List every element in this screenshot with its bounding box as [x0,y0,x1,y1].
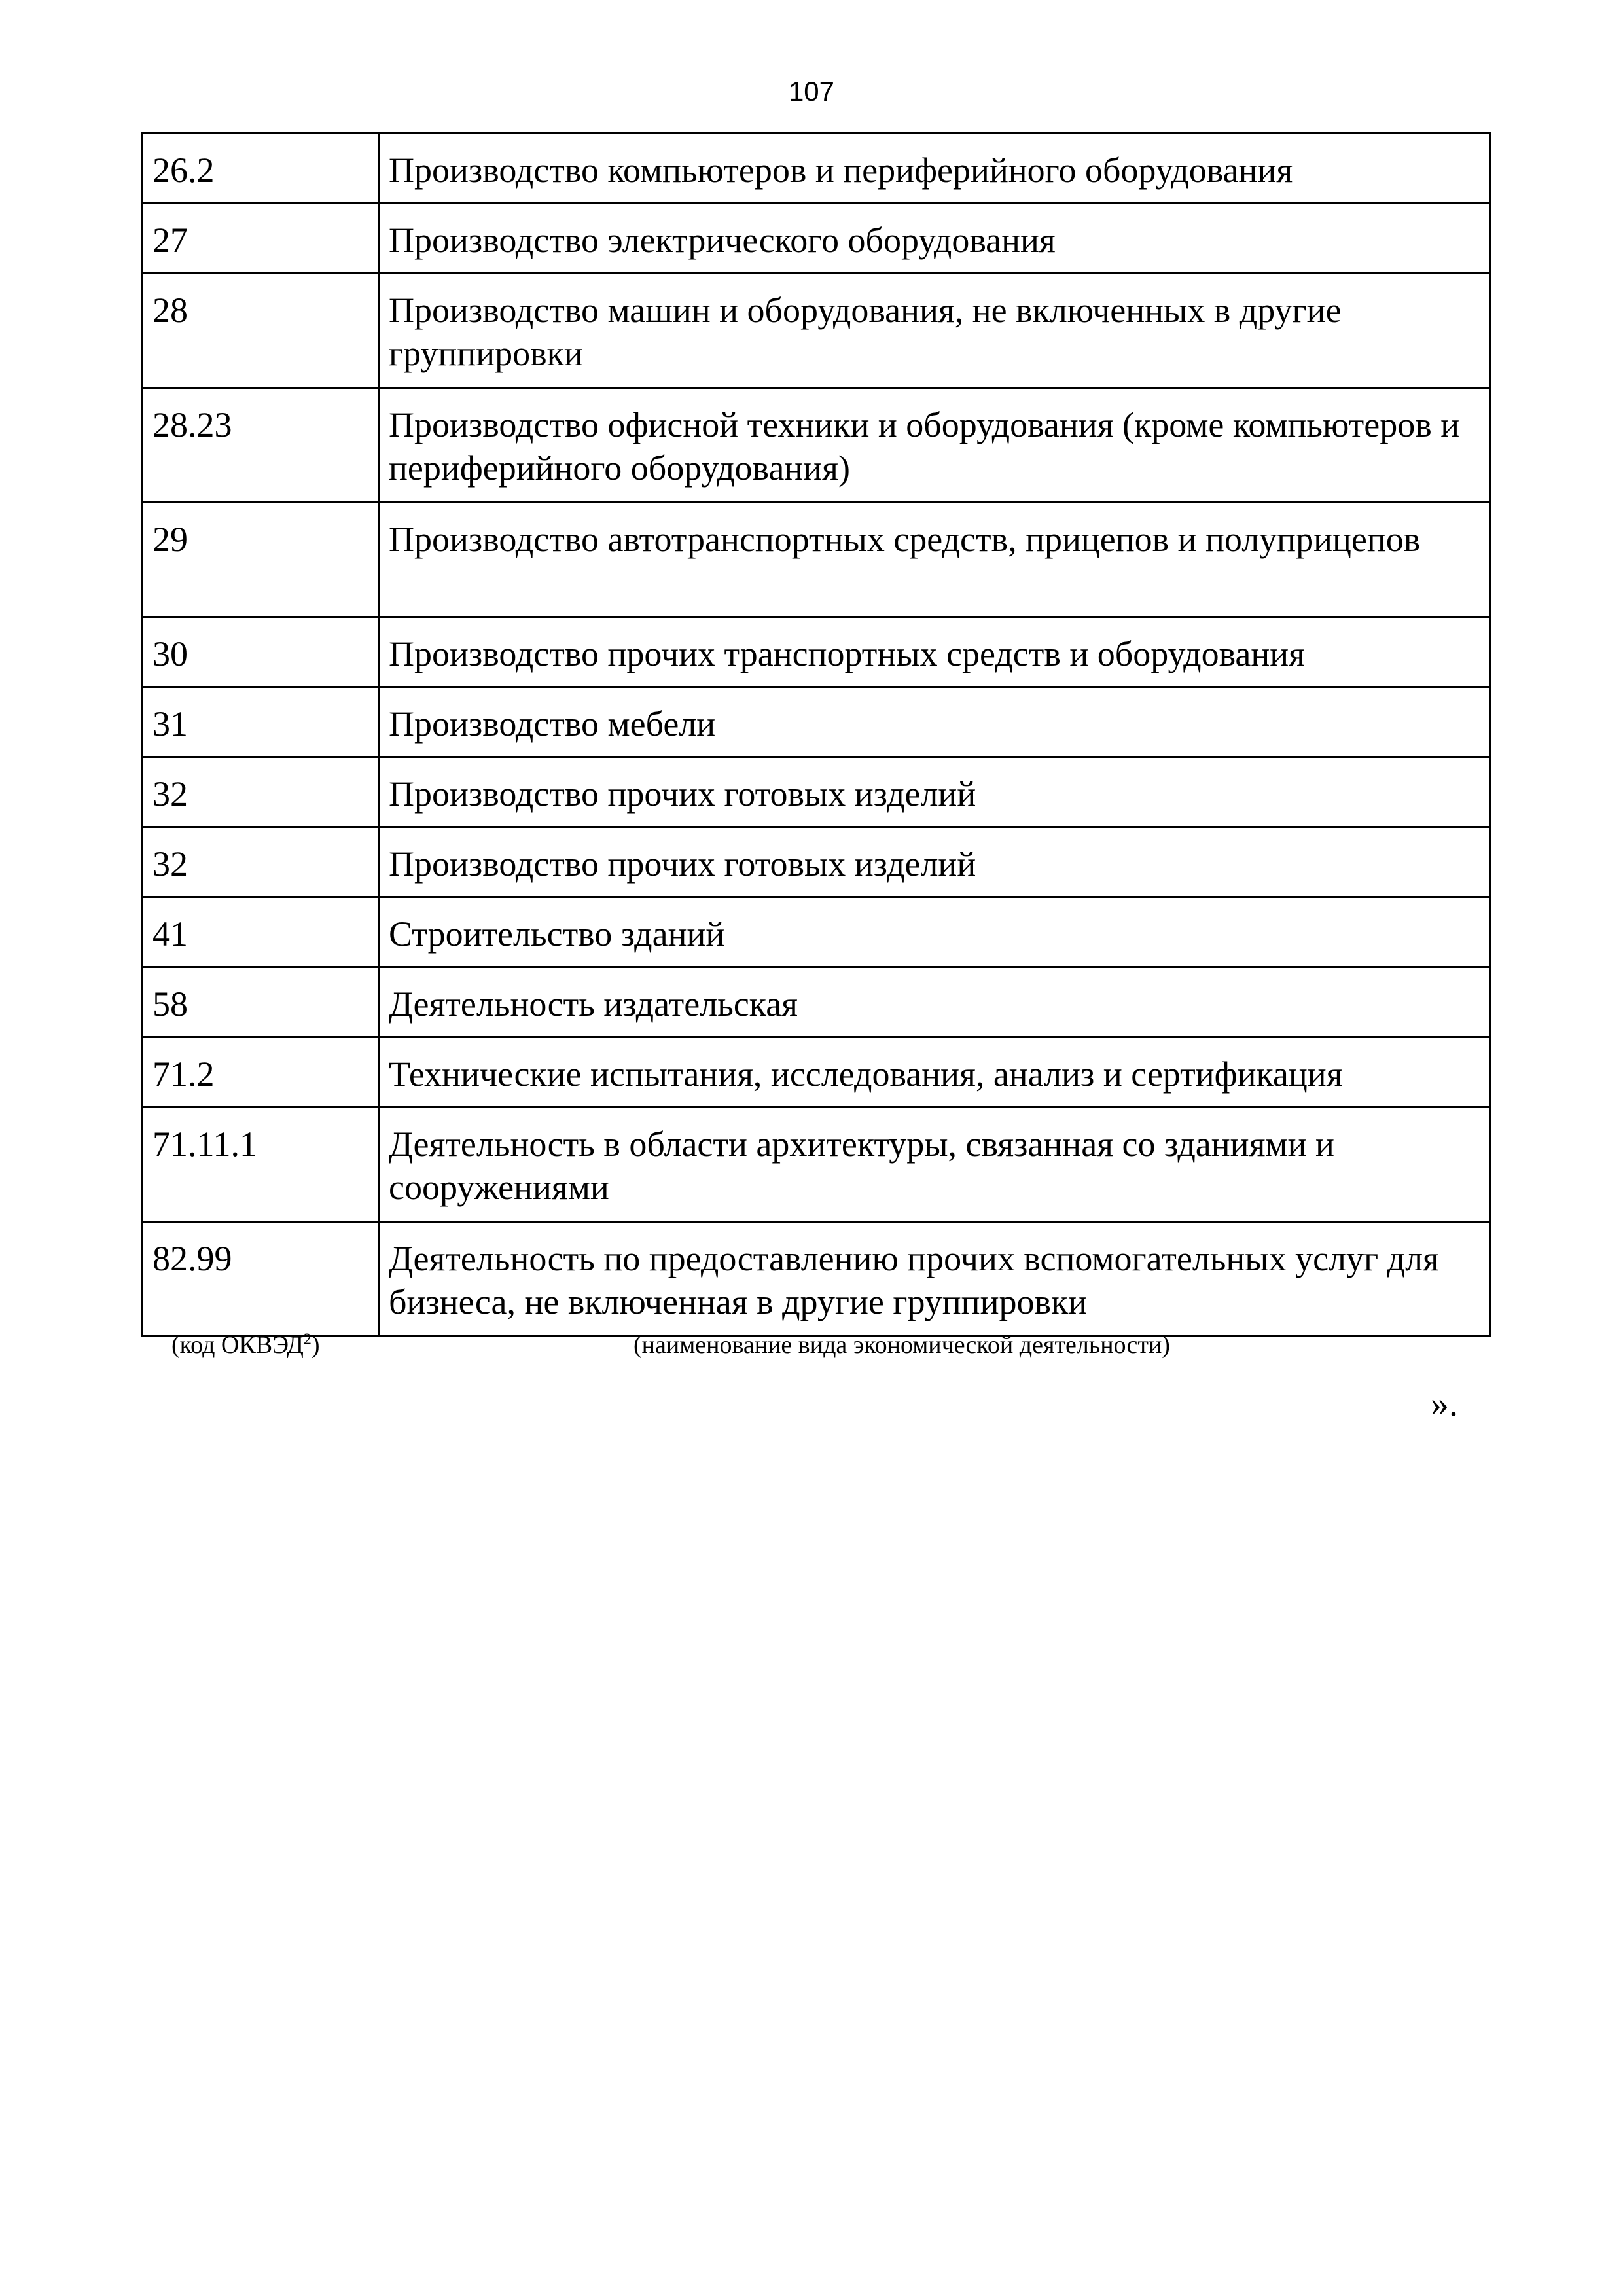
activity-name-cell: Производство машин и оборудования, не включенных в другие группировки [379,274,1490,388]
okved-code-cell: 31 [143,687,379,757]
table-row [143,274,1490,388]
activity-name-cell: Технические испытания, исследования, анализ и сертификация [379,1037,1490,1107]
okved-code-cell: 32 [143,757,379,827]
okved-code-cell: 41 [143,897,379,967]
okved-code-cell: 28.23 [143,388,379,503]
activity-name-cell: Деятельность по предоставлению прочих вспомогательных услуг для бизнеса, не включенная в другие группировки [379,1222,1490,1336]
okved-code-cell: 26.2 [143,134,379,204]
activity-name-cell: Производство офисной техники и оборудования (кроме компьютеров и периферийного оборудования) [379,388,1490,503]
activity-name-cell: Производство мебели [379,687,1490,757]
activity-name-cell: Деятельность в области архитектуры, связанная со зданиями и сооружениями [379,1107,1490,1222]
table-row [143,827,1490,897]
closing-quote-mark: ». [1431,1384,1458,1424]
okved-code-cell: 30 [143,617,379,687]
activity-name-cell: Производство прочих транспортных средств и оборудования [379,617,1490,687]
table-row [143,687,1490,757]
okved-code-cell: 29 [143,503,379,617]
activity-name-cell: Производство электрического оборудования [379,204,1490,274]
okved-table [141,132,1491,1337]
page-number: 107 [788,76,835,107]
table-row [143,134,1490,204]
table-row [143,204,1490,274]
table-row [143,1222,1490,1336]
okved-code-caption [171,1329,320,1361]
activity-name-caption: (наименование вида экономической деятельности) [633,1331,1170,1359]
table-row [143,967,1490,1037]
footnote-marker: 2 [303,1331,312,1348]
okved-code-caption-close: ) [311,1331,320,1359]
activity-name-cell: Строительство зданий [379,897,1490,967]
activity-name-cell: Производство прочих готовых изделий [379,757,1490,827]
activity-name-cell: Производство прочих готовых изделий [379,827,1490,897]
activity-name-cell: Деятельность издательская [379,967,1490,1037]
table-row [143,757,1490,827]
table-row [143,897,1490,967]
table-row [143,1037,1490,1107]
table-row [143,617,1490,687]
okved-code-caption-text: (код ОКВЭД [171,1331,304,1359]
okved-code-cell: 71.2 [143,1037,379,1107]
table-row [143,388,1490,503]
activity-name-cell: Производство автотранспортных средств, прицепов и полуприцепов [379,503,1490,617]
okved-code-cell: 82.99 [143,1222,379,1336]
table-row [143,1107,1490,1222]
table-row [143,503,1490,617]
activity-name-cell: Производство компьютеров и периферийного оборудования [379,134,1490,204]
okved-code-cell: 27 [143,204,379,274]
okved-code-cell: 71.11.1 [143,1107,379,1222]
okved-code-cell: 32 [143,827,379,897]
okved-code-cell: 28 [143,274,379,388]
okved-code-cell: 58 [143,967,379,1037]
